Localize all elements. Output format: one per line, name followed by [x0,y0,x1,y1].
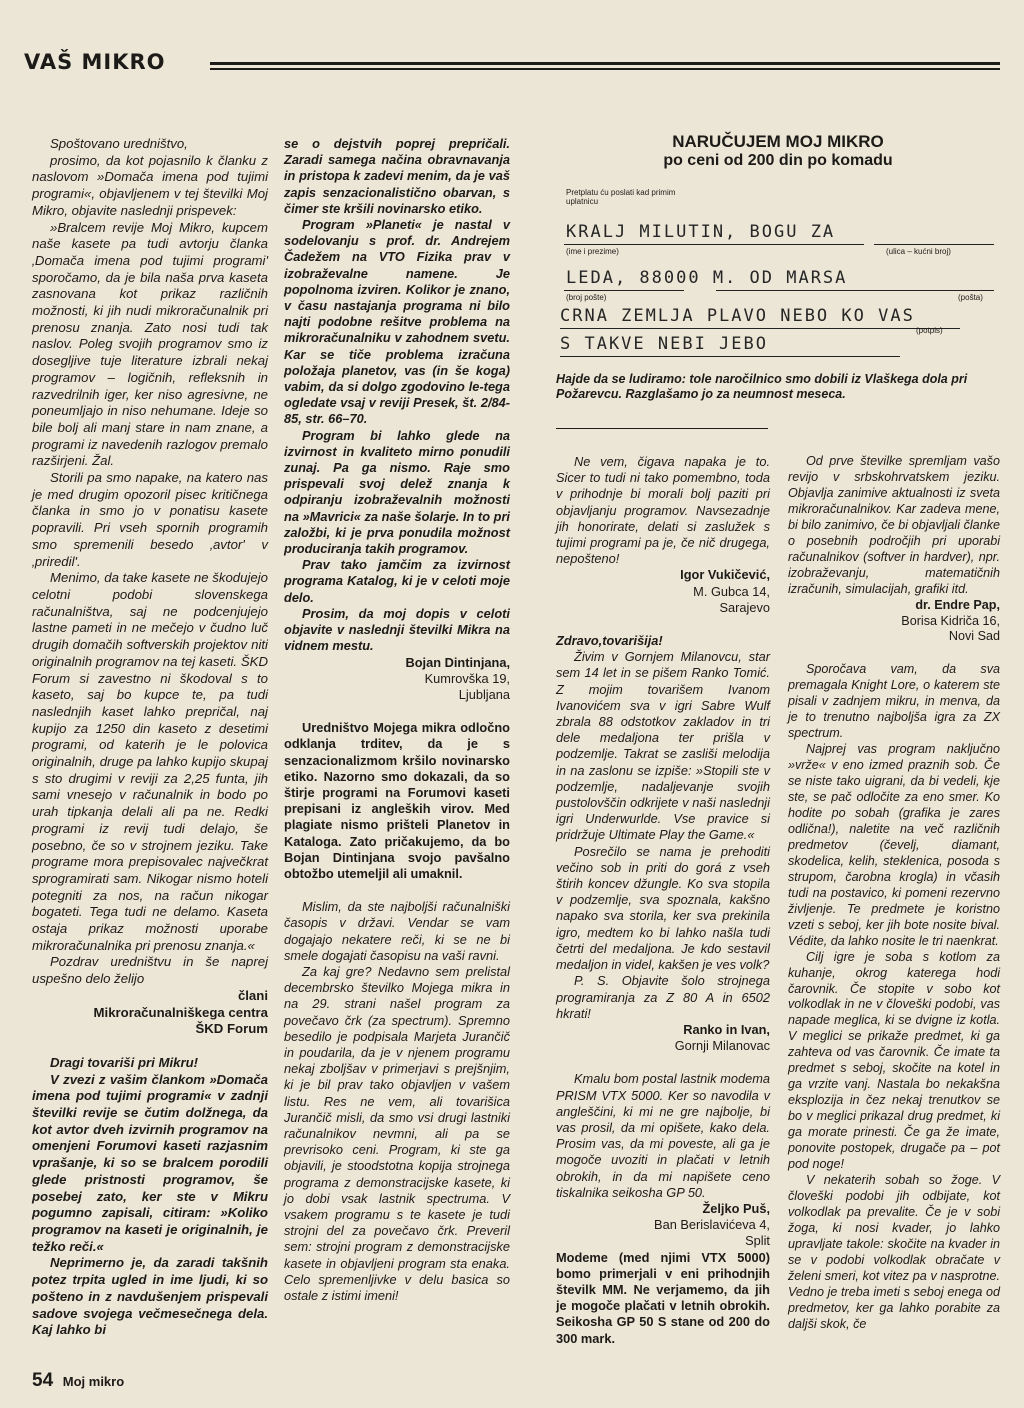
handwriting-line: KRALJ MILUTIN, BOGU ZA [566,222,836,242]
signature-address: Borisa Kidriča 16, [901,613,1000,628]
signature: Bojan Dintinjana, [405,654,510,670]
order-subtitle: po ceni od 200 din po komadu [663,152,893,169]
editorial-reply: Uredništvo Mojega mikra odločno odklanja trditev, da je s senzacionalizmom kršilo novinarsko etiko. Nazorno smo dokazali, da so štirje programi na Forumovi kaseti prepisani iz angleških virov. Med plagiate nismo prišteli Planetov in Kataloga. Zato pričakujemo, da bo Bojan Dintinjana svojo pavšalno obtožbo utemeljil ali umaknil. [284,720,510,881]
signature-city: Gornji Milanovac [674,1038,770,1054]
order-title: NARUČUJEM MOJ MIKRO [672,132,884,151]
form-label: (broj pošte) [566,293,607,302]
paragraph: »Bralcem revije Moj Mikro, kupcem naše kasete pa tudi avtorju članka ‚Domača imena pod tujimi programi' sporočamo, da je bila naša prva kaseta zasnovana kot prikaz različnih možnosti, ki jih nudi mikroračunalnik pri prenosu znanja. Zato nosi tudi tak naslov. Poleg svojih programov smo iz dosegljive tuje literature izbrali nekaj programov – logičnih, refleksnih in razvedrilnih iger, ker niso agresivne, ne poneumljajo in niso nehumane. Ideje so bile bolj ali manj stare in nam znane, a programi iz navedenih razlogov premalo razširjeni. Žal. [32,219,268,469]
column-3 [556,454,770,1347]
letter-greeting: Dragi tovariši pri Mikru! [50,1054,199,1070]
signature-address: M. Gubca 14, [693,583,770,599]
handwriting-line: CRNA ZEMLJA PLAVO NEBO KO VAS [560,306,915,326]
paragraph: Program »Planeti« je nastal v sodelovanju s prof. dr. Andrejem Čadežem na VTO Fizika prav v izobraževalne namene. Je popolnoma izviren. Kolikor je znano, v času nastajanja programa ni bilo najti podobne rešitve problema na mikroračunalniku v zahodnem svetu. Kar se tiče problema izračuna položaja planetov, vas (in še koga) vabim, da si dolgo zgodovino le-tega ogledate vsaj v reviji Presek, št. 2/84-85, str. 66–70. [284,217,510,427]
form-label: (pošta) [958,293,983,302]
page-footer [32,1370,124,1392]
section-header [20,50,1000,74]
handwriting-line: S TAKVE NEBI JEBO [560,334,768,354]
paragraph: Sporočava vam, da sva premagala Knight Lore, o katerem ste pisali v zadnjem mikru, in menva, da je to trenutno najboljša igra za ZX spectrum. [788,662,1000,741]
paragraph: Prav tako jamčim za izvirnost programa Katalog, ki je v celoti moje delo. [284,557,510,605]
paragraph: Pozdrav uredništvu in še naprej uspešno delo želijo [32,954,268,987]
paragraph: Kmalu bom postal lastnik modema PRISM VTX 5000. Ker so navodila v angleščini, ki mi ne gre najbolje, bi vas prosil, da mi opišete, kako dela. Prosim vas, da mi poveste, ali ga je mogoče uvoziti in plačati v letnih obrokih, in da mi napišete ceno tiskalnika seikosha GP 50. [556,1071,770,1200]
paragraph: Najprej vas program naključno »vrže« v eno izmed praznih sob. Če se niste tako uigrani, da bi vedeli, kje ste, se pač odločite za eno smer. Ko hodite po sobah (grafika je zares odlična!), naletite na več različnih predmetov (čevelj, diamant, skodelica, kelih, steklenica, posoda s strupom, čarobna krogla) in včasih tudi na postavico, ki pomeni rezervno življenje. Te predmete je koristno vzeti s seboj, ker jih bote nosite bival. Védite, da lahko nosite le tri naenkrat. [788,742,1000,948]
form-line [874,244,994,245]
paragraph: Živim v Gornjem Milanovcu, star sem 14 let in se pišem Ranko Tomić. Z mojim tovarišem Ivanom Ivanovićem sva v igri Sabre Wulf zbrala 88 odstotkov zakladov in tri dele medaljona ter prišla v podzemlje. Takrat se zasliši melodija in na zaslonu se izpiše: »Stopili ste v podzemlje, nadaljevanje svojih pustolovščin odkrijete v naši naslednji igri Underwurlde. Vse pravice si pridržuje Ultimate Play the Game.« [556,649,770,843]
paragraph: Program bi lahko glede na izvirnost in kvaliteto mirno ponudili zunaj. Pa ga nismo. Raje smo prispevali svoj delež znanja k odpiranju izobraževalnih možnosti na »Mavrici« za naše šolarje. In to pri založbi, ki je prva ponudila možnost produciranja takih programov. [284,427,510,557]
signature: ŠKD Forum [195,1021,268,1037]
editorial-reply: Modeme (med njimi VTX 5000) bomo primerjali v eni prihodnjih številk MM. Ne verjamemo, da jih je mogoče plačati v letnih obrokih. Seikosha GP 50 S stane od 200 do 300 mark. [556,1249,770,1346]
paragraph: Za kaj gre? Nedavno sem prelistal decembrsko številko Mojega mikra in na 29. strani našel program za povečavo črk (za spectrum). Spremno besedilo je podpisala Marjeta Jurančič in poudarila, da je v njenem programu nekaj zboljšav v primerjavi s prejšnjim, ki je bil prav tako objavljen v vašem listu. Res ne vem, ali tovarišica Jurančič misli, da smo vsi drugi lastniki računalnikov nevmni, ali pa se prevrisoko ceni. Program, ki ste ga objavili, je stoodstotna kopija strojnega programa z demonstracijske kasete, ki jo dobi vsak lastnik spectruma. V vsakem programu s te kasete je tudi strojni del za povečavo črk. Preveril sem: strojni program z demonstracijske kasete in objavljeni program sta enaka. Celo spremenljivke v delu basica so ostale z istimi imeni! [284,963,510,1304]
paragraph: V zvezi z vašim člankom »Domača imena pod tujimi programi« v zadnji številki revije se čutim dolžnega, da kot avtor dveh izvirnih programov na omenjeni Forumovi kaseti razjasnim vprašanje, ki so se bralcem porodili glede pristnosti programov, še posebej zato, ker ste v Mikru pogumno zapisali, citiram: »Koliko programov na kaseti je originalnih, je težko reči.« [32,1071,268,1254]
section-title: VAŠ MIKRO [24,50,166,74]
signature: Igor Vukičević, [680,567,770,583]
paragraph: V nekaterih sobah so žoge. V človeški podobi jih odbijate, kot volkodlak pa prevalite. Če je v sobi žoga, ki nosi kvader, jo lahko upravljate takole: skočite na kvader in se v podobi volkodlak obračate v želeni smeri, kot vitez pa v nasprotne. Vedno je treba imeti s seboj enega od predmetov, ker ga lahko porabite za daljši skok, če [788,1172,1000,1331]
form-line [716,290,994,291]
signature-city: Novi Sad [948,629,1000,644]
signature: Mikroračunalniškega centra [93,1004,268,1020]
form-line [560,328,960,329]
signature-address: Ban Berislavićeva 4, [654,1217,770,1233]
section-divider [556,428,768,429]
header-rule [210,62,1000,65]
signature: dr. Endre Pap, [915,597,1000,612]
signature: Ranko in Ivan, [683,1021,770,1037]
paragraph: Menimo, da take kasete ne škodujejo celotni podobi slovenskega računalništva, saj ne podcenjujejo lastne pameti in ne mečejo v čudno luč drugih domačih softverskih projektov niti originalnih programov na tej kaseti. ŠKD Forum si zavestno ni škodoval s to kaseto, saj bo kupce te, pa tudi naslednjih kaset lahko prepričal, naj kupijo za 1250 din kaseto z desetimi programi, od katerih je le polovica originalnih, druge pa lahko kupijo skupaj s sto drugimi v reviji za 2,25 funta, jih sami vnesejo v računalnik in bodo po urah tipkanja delali ali pa ne. Redki programi iz revij tudi delajo, še posebno, če so v strojnem jeziku. Take programe mora prepisovalec največkrat sprogramirati sam. Nikogar nismo hoteli potegniti za nos, na račun nikogar bogateti. Tega tudi ne delamo. Kaseta ostaja prikaz možnosti uporabe mikroračunalnika pri prenosu znanja.« [32,570,268,953]
paragraph: Prosim, da moj dopis v celoti objavite v naslednji številki Mikra na vidnem mestu. [284,605,510,654]
letter-greeting: Spoštovano uredništvo, [50,136,188,151]
form-label: (ime i prezime) [566,247,619,256]
handwriting-line: LEDA, 88000 M. OD MARSA [566,268,848,288]
page-number: 54 [32,1370,54,1391]
form-label: (ulica – kućni broj) [886,247,951,256]
paragraph: se o dejstvih poprej prepričali. Zaradi samega načina obravnavanja in pristopa k zadevi menim, da je vaš zapis senzacionalistično obarvan, s čimer ste kršili novinarsko etiko. [284,136,510,216]
signature-city: Sarajevo [719,599,770,615]
paragraph: Neprimerno je, da zaradi takšnih potez trpita ugled in ime ljudi, ki so pošteno in z navdušenjem prispevali sadove svojega večmesečnega dela. Kaj lahko bi [32,1255,268,1338]
column-2 [284,136,510,1304]
form-line [564,290,684,291]
paragraph: Storili pa smo napake, na katero nas je med drugim opozoril pisec kritičnega članka in smo jo v ponatisu kasete popravili. Pri vseh spornih programih smo spremenili besedo ‚avtor' v ‚priredil'. [32,470,268,569]
header-rule-thin [210,68,1000,70]
paragraph: prosimo, da kot pojasnilo k članku z naslovom »Domača imena pod tujimi programi«, objavljenem v tej številki Moj Mikro, objavite naslednji prispevek: [32,152,268,218]
signature: Željko Puš, [702,1200,770,1216]
paragraph: Ne vem, čigava napaka je to. Sicer to tudi ni tako pomembno, toda v prihodnje bi morali bolj paziti pri objavljanju programov. Navsezadnje jih honorirate, delati si zaslužek s tujimi programi pa je, če nič drugega, nepošteno! [556,454,770,567]
paragraph: Mislim, da ste najboljši računalniški časopis v državi. Vendar se vam dogajajo nekatere reči, ki se ne bi smele dogajati časopisu na vaši ravni. [284,899,510,963]
order-form [556,128,1000,418]
magazine-name: Moj mikro [62,1374,125,1389]
column-1 [32,136,268,1339]
signature-city: Ljubljana [458,686,510,702]
signature-address: Kumrovška 19, [424,670,510,686]
paragraph: Cilj igre je soba s kotlom za kuhanje, okrog katerega hodi čarovnik. Če stopite v sobo kot volkodlak in ne v človeški podobi, vas napade meglica, ki se dvigne iz kotla. V meglici se prikaže predmet, ki ga zahteva od vas čarovnik. Če imate ta predmet s seboj, skočite na kotel in ga vrzite vanj. Nastala bo nekakšna eksplozija in čez nekaj trenutkov se bo v meglici prikazal drug predmet, ki ga morate prinesti. Če ga že imate, ponovite postopek, drugače pa – pot pod noge! [788,949,1000,1171]
form-line [560,356,900,357]
paragraph: Od prve številke spremljam vašo revijo v srbskohrvatskem jeziku. Objavlja zanimive aktualnosti iz sveta mikroračunalnikov. Kar zadeva mene, bi bilo zanimivo, če bi objavljali članke o posebnih področjih pri uporabi računalnikov (softver in hardver), npr. izobraževanju, matematičnih izračunih, simulacijah, grafiki itd. [788,454,1000,596]
form-label: (potpis) [916,326,943,335]
order-prepay-note: Pretplatu ću poslati kad primim uplatnicu [566,188,676,206]
signature-city: Split [745,1233,770,1249]
form-line [564,244,864,245]
column-4 [788,454,1000,1332]
paragraph: Posrečilo se nama je prehoditi večino sob in priti do gorá z vseh štirih koncev džungle. Ko sva stopila v podzemlje, sva spoznala, kakšno napako sva storila, ker sva prekinila igro, medtem ko bi lahko našla tudi četrti del medaljona. Je kdo sestavil medaljon in videl, kakšen je ves volk? [556,843,770,973]
order-caption: Hajde da se ludiramo: tole naročilnico smo dobili iz Vlaškega dola pri Požarevcu. Razglašamo jo za neumnost meseca. [556,372,968,401]
paragraph: P. S. Objavite šolo strojnega programiranja za Z 80 A in 6502 hkrati! [556,973,770,1021]
signature: člani [237,987,268,1003]
letter-greeting: Zdravo,tovarišija! [556,633,663,649]
